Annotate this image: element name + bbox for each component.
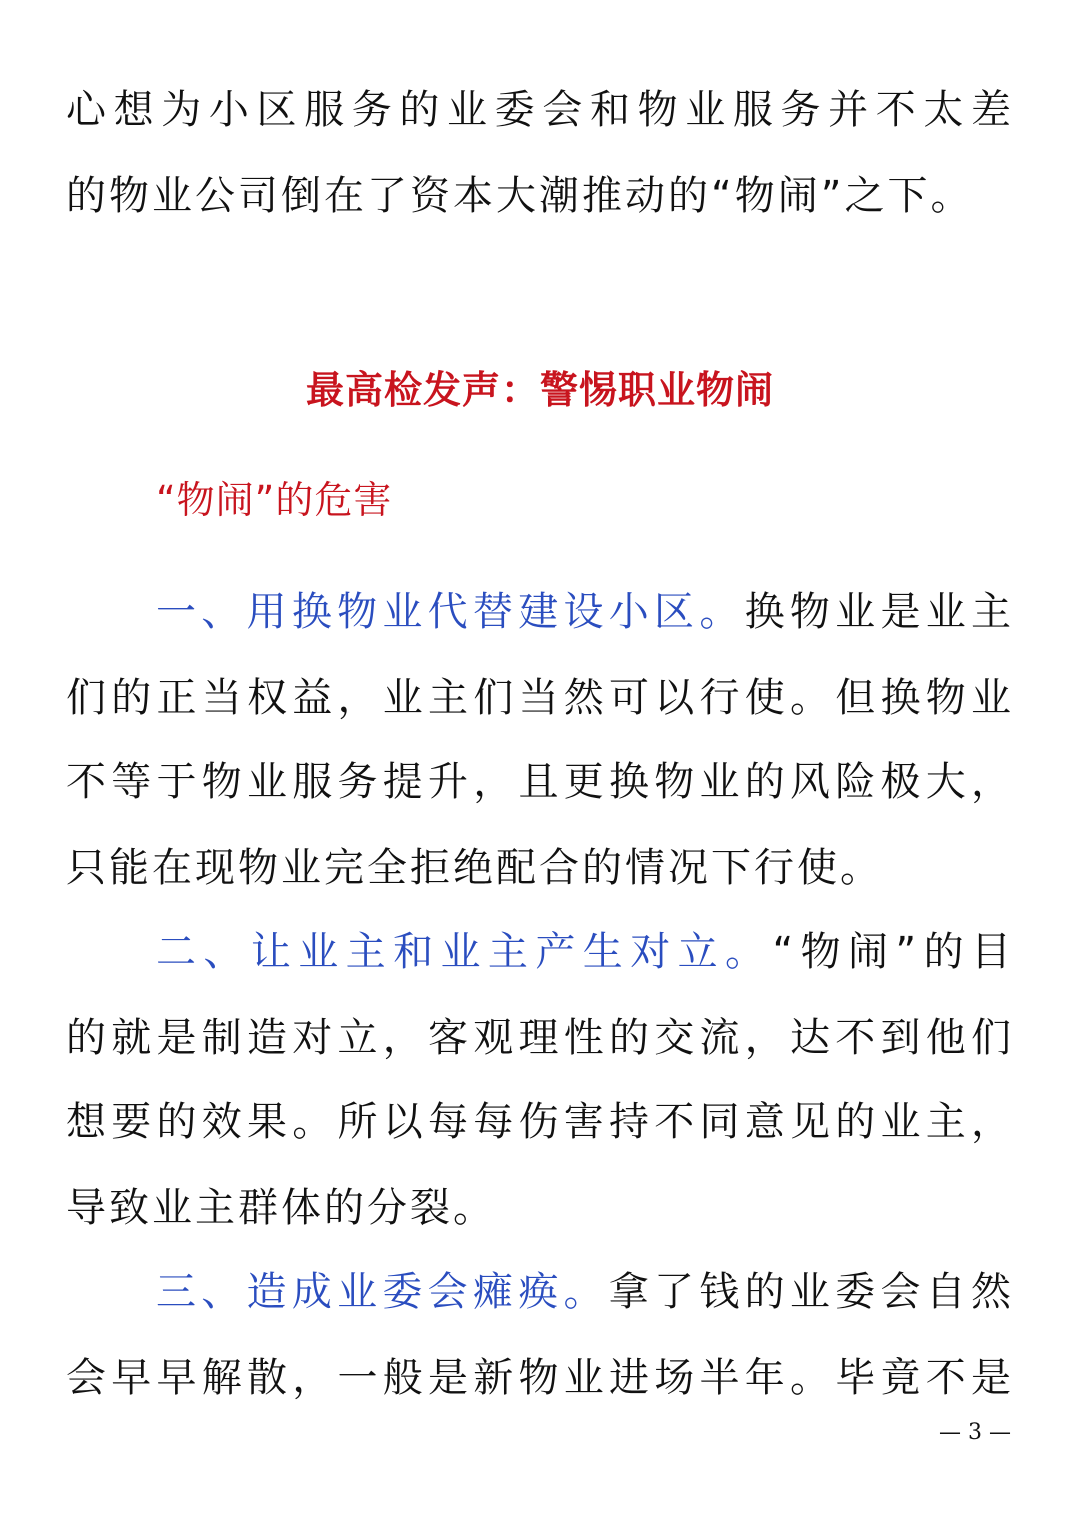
section-heading: 二、让业主和业主产生对立。 xyxy=(156,929,773,975)
section-first-line xyxy=(156,1268,1014,1316)
body-text-line: 的就是制造对立，客观理性的交流，达不到他们 xyxy=(66,1015,1014,1061)
body-text-line: 不等于物业服务提升，且更换物业的风险极大， xyxy=(66,759,1014,805)
body-text-line: 只能在现物业完全拒绝配合的情况下行使。 xyxy=(66,845,883,891)
section-text: 拿了钱的业委会自然 xyxy=(608,1269,1015,1315)
page-title: 最高检发声：警惕职业物闹 xyxy=(305,368,774,412)
section-heading: 三、造成业委会瘫痪。 xyxy=(156,1269,609,1315)
body-text-line: 们的正当权益，业主们当然可以行使。但换物业 xyxy=(66,675,1014,721)
body-text-line: 心想为小区服务的业委会和物业服务并不太差 xyxy=(66,87,1014,133)
body-text-line: 的物业公司倒在了资本大潮推动的“物闹”之下。 xyxy=(66,173,974,219)
body-text-line: 导致业主群体的分裂。 xyxy=(66,1185,496,1231)
section-text: 换物业是业主 xyxy=(744,589,1015,635)
section-first-line xyxy=(156,588,1014,636)
section-first-line xyxy=(156,928,1014,976)
section-heading: 一、用换物业代替建设小区。 xyxy=(156,589,745,635)
body-text-line: 想要的效果。所以每每伤害持不同意见的业主， xyxy=(66,1099,1014,1145)
body-text-line: 会早早解散，一般是新物业进场半年。毕竟不是 xyxy=(66,1355,1014,1401)
section-text: “物闹”的目 xyxy=(772,929,1014,975)
section-subtitle: “物闹”的危害 xyxy=(156,478,393,522)
page-number: — 3 — xyxy=(939,1420,1011,1445)
